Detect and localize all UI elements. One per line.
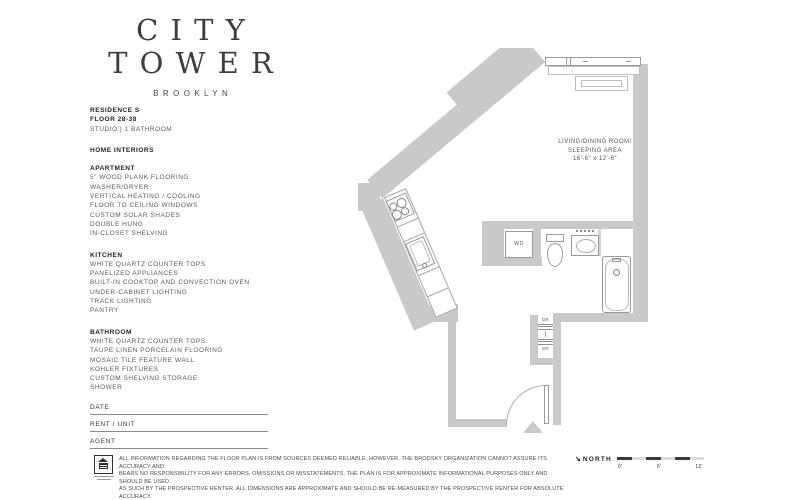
title-tower: TOWER (108, 46, 285, 80)
feature-item: PANTRY (90, 307, 119, 315)
feature-item: SHOWER (90, 384, 123, 392)
dresser-label: DR (542, 317, 549, 322)
window-convector (548, 66, 640, 75)
toilet-bowl (547, 243, 563, 267)
bathtub (602, 256, 631, 313)
apartment-heading: APARTMENT (90, 165, 136, 173)
feature-item: WASHER/DRYER (90, 183, 149, 191)
kitchen-feature-list (90, 260, 328, 316)
equal-housing-house (99, 463, 108, 469)
signature-agent-line (90, 438, 268, 449)
apex-trim (455, 14, 557, 48)
vanity-faucet-marks (576, 230, 594, 232)
feature-item: WHITE QUARTZ COUNTER TOPS (90, 260, 206, 268)
wall-bathroom-north (484, 221, 635, 229)
home-interiors-heading: HOME INTERIORS (90, 146, 154, 154)
kitchen-heading: KITCHEN (90, 251, 123, 259)
disclaimer (119, 456, 567, 500)
wall-east (633, 64, 648, 322)
window-mullion (566, 57, 567, 66)
scale-bar (617, 457, 704, 460)
signature-date-line (90, 404, 268, 415)
bathroom-vanity (571, 235, 599, 256)
window-sill-mark (583, 61, 588, 62)
feature-item: BUILT-IN COOKTOP AND CONVECTION OVEN (90, 279, 250, 287)
wall-corner-patch (358, 183, 380, 211)
washer-dryer (505, 231, 533, 258)
bathroom-heading: BATHROOM (90, 328, 132, 336)
window-mullion (570, 57, 571, 66)
feature-item: PANELIZED APPLIANCES (90, 270, 179, 278)
shelf-rod-label: SR (542, 346, 549, 351)
living-room-label: LIVING/DINING ROOM/ SLEEPING AREA 16'-6" x 12'-6" (558, 139, 632, 162)
feature-item: VERTICAL HEATING / COOLING (90, 193, 201, 201)
feature-item: 5" WOOD PLANK FLOORING (90, 174, 189, 182)
wall-entry-south (448, 419, 507, 427)
north-arrow-icon: ↘ (575, 456, 581, 463)
residence-name: RESIDENCE S (90, 107, 140, 114)
feature-item: CUSTOM SHELVING STORAGE (90, 375, 198, 383)
feature-item: WHITE QUARTZ COUNTER TOPS (90, 337, 206, 345)
wall-wd-bottom (482, 257, 542, 266)
north-label: NORTH (582, 456, 612, 463)
bathroom-feature-list (90, 337, 328, 393)
date-label: DATE (90, 404, 110, 411)
title-city: CITY (136, 13, 258, 47)
wall-corridor-east (553, 313, 561, 425)
entry-door-leaf (544, 385, 549, 424)
ptac-unit-inner (581, 80, 622, 87)
unit-info (90, 106, 328, 393)
feature-item: UNDER-CABINET LIGHTING (90, 288, 188, 296)
entry-closet (538, 317, 553, 360)
feature-item: MOSAIC TILE FEATURE WALL (90, 356, 195, 364)
entry-door-swing-arc (506, 385, 546, 425)
wall-corridor-west (448, 316, 456, 427)
scale-bar-ticks (617, 464, 704, 472)
wall-bathroom-south (556, 313, 648, 322)
signature-rent-unit-line (90, 421, 268, 432)
signature-block (90, 404, 268, 455)
feature-item: FLOOR TO CEILING WINDOWS (90, 202, 198, 210)
washer-dryer-label: WD (514, 241, 524, 247)
feature-item: DOUBLE HUNG (90, 220, 144, 228)
residence-type: STUDIO | 1 BATHROOM (90, 125, 173, 133)
scale-tick-6: 6' (656, 464, 662, 470)
equal-housing-icon (94, 455, 113, 474)
feature-item: IN-CLOSET SHELVING (90, 230, 169, 238)
disclaimer-line: AS SUCH BY THE PROSPECTIVE RENTER. ALL DIMENSIONS ARE APPROXIMATE AND SHOULD BE RE-MEASURED BY THE PROSPECTIVE RENTER FOR ABSOLUTE ACCURACY. (119, 486, 564, 500)
equal-housing-roof (98, 458, 108, 462)
residence-floor: FLOOR 28-38 (90, 116, 137, 124)
title-brooklyn: BROOKLYN (153, 89, 233, 98)
agent-label: AGENT (90, 438, 116, 445)
toilet-tank (546, 234, 564, 242)
feature-item: KOHLER FIXTURES (90, 365, 159, 373)
north-indicator (575, 455, 612, 463)
window-sill-mark (626, 61, 631, 62)
feature-item: TAUPE LINEN PORCELAIN FLOORING (90, 347, 223, 355)
feature-item: TRACK LIGHTING (90, 298, 152, 306)
disclaimer-line: ALL INFORMATION REGARDING THE FLOOR PLAN IS FROM SOURCES DEEMED RELIABLE. HOWEVER, THE BRODSKY ORGANIZATION CANNOT ASSURE ITS ACCURACY AND (119, 456, 547, 470)
building-title (88, 14, 293, 98)
disclaimer-line: BEARS NO RESPONSIBILITY FOR ANY ERRORS, OMISSIONS OR MISSTATEMENTS. THE PLAN IS FOR APPROXIMATE INFORMATIONAL PURPOSES ONLY AND SHOULD BE USED (119, 471, 548, 485)
apartment-feature-list (90, 173, 328, 238)
feature-item: CUSTOM SOLAR SHADES (90, 211, 181, 219)
scale-tick-12: 12' (695, 464, 703, 470)
rent-unit-label: RENT / UNIT (90, 421, 136, 428)
scale-tick-0: 0' (617, 464, 623, 470)
hanging-rod-mark (545, 331, 546, 337)
